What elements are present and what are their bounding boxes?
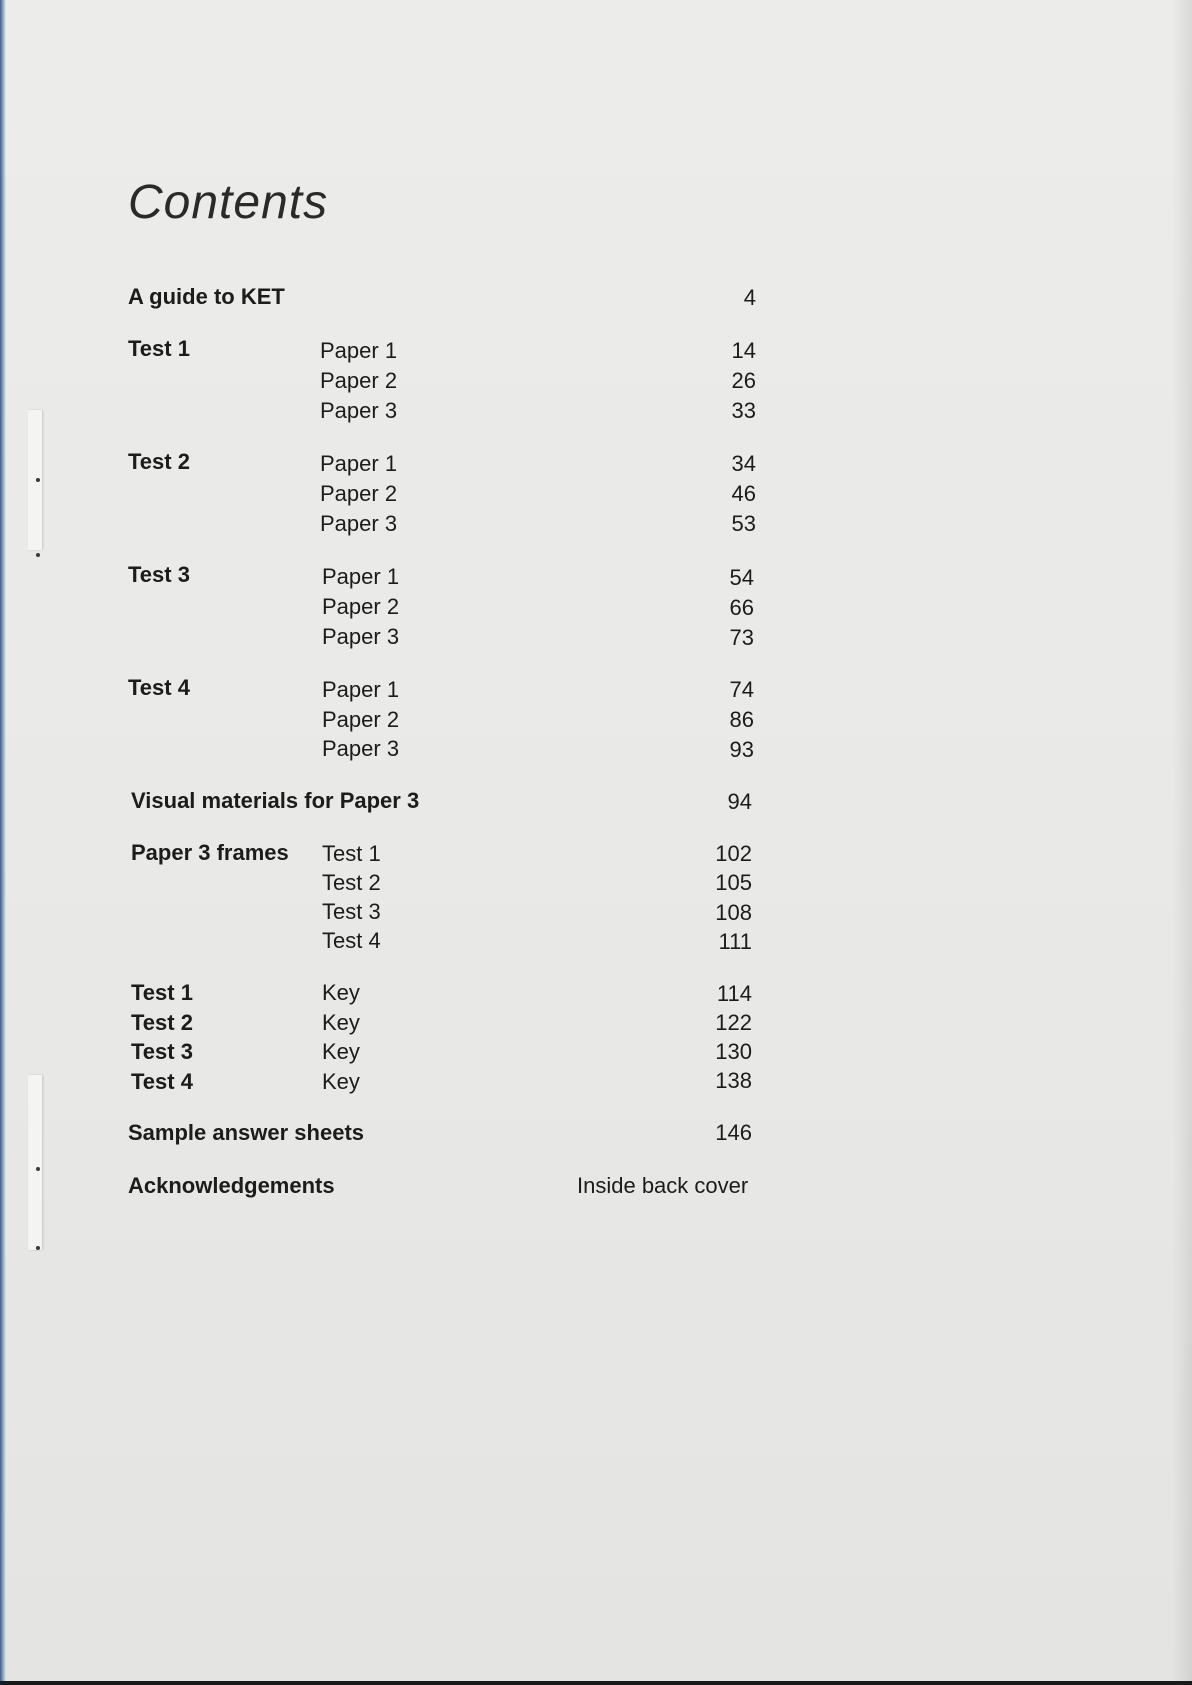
test-4-paper-3-page: 93 <box>729 737 754 762</box>
visual-materials-page: 94 <box>727 789 752 814</box>
test-1-paper-1: Paper 1 <box>320 338 398 363</box>
test-2-paper-3-page: 53 <box>731 511 756 536</box>
key-test-2-label: Test 2 <box>131 1010 193 1035</box>
sample-sheets-page: 146 <box>715 1120 752 1145</box>
test-2-paper-1-page: 34 <box>731 451 756 476</box>
frames-test-4-page: 111 <box>718 929 752 954</box>
test-4-paper-1-page: 74 <box>729 677 754 702</box>
guide-label: A guide to KET <box>128 284 285 309</box>
test-1-paper-2-page: 26 <box>731 368 756 393</box>
key-test-1-label: Test 1 <box>131 980 193 1005</box>
page-right-shade <box>1172 0 1192 1685</box>
frames-test-3-page: 108 <box>715 900 752 925</box>
page-title: Contents <box>128 176 329 229</box>
test-4-label: Test 4 <box>128 675 190 700</box>
test-3-paper-1-page: 54 <box>729 565 754 590</box>
key-test-3-label: Test 3 <box>131 1039 193 1064</box>
acknowledgements-label: Acknowledgements <box>128 1173 335 1198</box>
binding-hole <box>36 1246 40 1250</box>
acknowledgements-page: Inside back cover <box>577 1173 749 1198</box>
test-2-label: Test 2 <box>128 449 190 474</box>
binding-hole <box>36 553 40 557</box>
frames-test-2-page: 105 <box>715 870 752 895</box>
test-3-paper-1: Paper 1 <box>322 564 400 589</box>
test-4-paper-2: Paper 2 <box>322 707 400 732</box>
frames-test-4: Test 4 <box>322 928 381 953</box>
test-2-paper-2: Paper 2 <box>320 481 398 506</box>
frames-label: Paper 3 frames <box>131 840 289 865</box>
frames-test-1: Test 1 <box>322 841 381 866</box>
test-2-paper-1: Paper 1 <box>320 451 398 476</box>
test-2-paper-2-page: 46 <box>731 481 756 506</box>
binding-hole <box>36 478 40 482</box>
page-left-edge <box>0 0 6 1685</box>
test-1-paper-1-page: 14 <box>731 338 756 363</box>
key-test-3-sub: Key <box>322 1039 360 1064</box>
key-test-1-page: 114 <box>716 981 752 1006</box>
frames-test-1-page: 102 <box>715 841 752 866</box>
binding-tab <box>28 1075 42 1250</box>
key-test-4-sub: Key <box>322 1069 360 1094</box>
guide-page: 4 <box>743 285 756 310</box>
test-3-label: Test 3 <box>128 562 190 587</box>
key-test-4-page: 138 <box>715 1068 752 1093</box>
binding-hole <box>36 1167 40 1171</box>
frames-test-3: Test 3 <box>322 899 381 924</box>
test-3-paper-3-page: 73 <box>729 625 754 650</box>
key-test-3-page: 130 <box>715 1039 752 1064</box>
visual-materials-label: Visual materials for Paper 3 <box>131 788 420 813</box>
test-3-paper-2: Paper 2 <box>322 594 400 619</box>
test-4-paper-1: Paper 1 <box>322 677 400 702</box>
test-4-paper-3: Paper 3 <box>322 736 400 761</box>
test-3-paper-2-page: 66 <box>729 595 754 620</box>
key-test-1-sub: Key <box>322 980 360 1005</box>
test-1-paper-3: Paper 3 <box>320 398 398 423</box>
test-1-paper-2: Paper 2 <box>320 368 398 393</box>
test-1-label: Test 1 <box>128 336 190 361</box>
key-test-2-sub: Key <box>322 1010 360 1035</box>
test-2-paper-3: Paper 3 <box>320 511 398 536</box>
test-3-paper-3: Paper 3 <box>322 624 400 649</box>
test-4-paper-2-page: 86 <box>729 707 754 732</box>
page-bottom-edge <box>0 1681 1192 1685</box>
frames-test-2: Test 2 <box>322 870 381 895</box>
sample-sheets-label: Sample answer sheets <box>128 1120 365 1145</box>
key-test-2-page: 122 <box>715 1010 752 1035</box>
key-test-4-label: Test 4 <box>131 1069 193 1094</box>
test-1-paper-3-page: 33 <box>731 398 756 423</box>
